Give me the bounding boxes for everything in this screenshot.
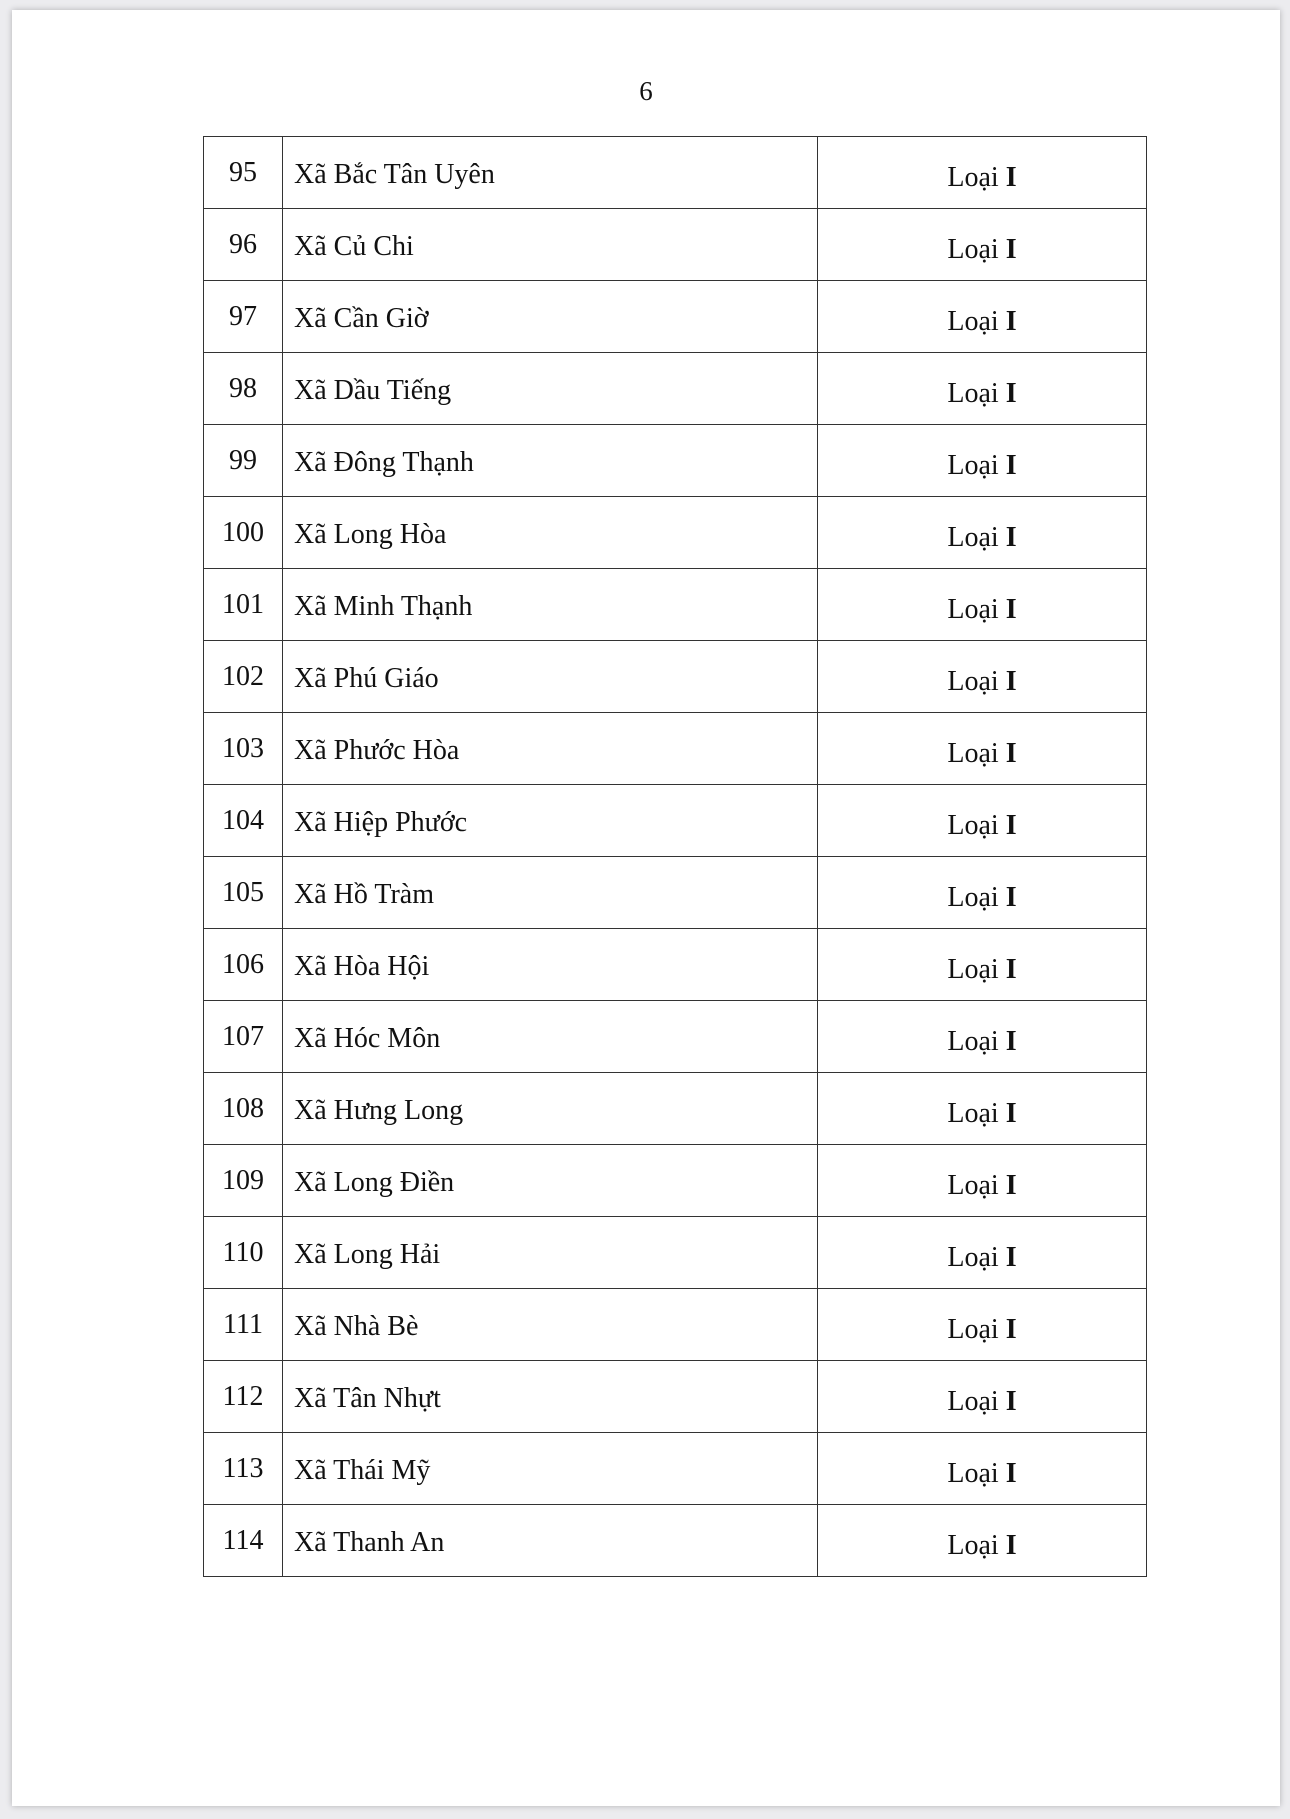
commune-name-cell: Xã Tân Nhựt [283, 1361, 818, 1433]
row-number-cell: 104 [204, 785, 283, 857]
table-row [204, 353, 1147, 425]
commune-name-cell: Xã Thái Mỹ [283, 1433, 818, 1505]
classification-cell [818, 1361, 1147, 1433]
commune-name-cell: Xã Nhà Bè [283, 1289, 818, 1361]
classification-prefix: Loại [947, 1385, 999, 1417]
row-number-cell: 106 [204, 929, 283, 1001]
classification-level: I [1005, 1457, 1017, 1489]
classification-level: I [1005, 377, 1017, 409]
table-row [204, 1073, 1147, 1145]
commune-name-cell: Xã Hòa Hội [283, 929, 818, 1001]
classification-cell [818, 1433, 1147, 1505]
classification-cell [818, 785, 1147, 857]
row-number-cell: 112 [204, 1361, 283, 1433]
row-number-cell: 95 [204, 137, 283, 209]
commune-name-cell: Xã Minh Thạnh [283, 569, 818, 641]
commune-name-cell: Xã Hiệp Phước [283, 785, 818, 857]
classification-level: I [1005, 1169, 1017, 1201]
commune-name-cell: Xã Hưng Long [283, 1073, 818, 1145]
commune-name-cell: Xã Bắc Tân Uyên [283, 137, 818, 209]
commune-name-cell: Xã Thanh An [283, 1505, 818, 1577]
classification-prefix: Loại [947, 449, 999, 481]
classification-prefix: Loại [947, 1097, 999, 1129]
table-row [204, 785, 1147, 857]
row-number-cell: 103 [204, 713, 283, 785]
page-number: 6 [639, 76, 653, 106]
table-row [204, 1289, 1147, 1361]
row-number-cell: 110 [204, 1217, 283, 1289]
classification-cell [818, 1505, 1147, 1577]
table-row [204, 569, 1147, 641]
commune-name-cell: Xã Long Điền [283, 1145, 818, 1217]
classification-level: I [1005, 449, 1017, 481]
classification-prefix: Loại [947, 1169, 999, 1201]
classification-level: I [1005, 1385, 1017, 1417]
classification-prefix: Loại [947, 1529, 999, 1561]
classification-level: I [1005, 1313, 1017, 1345]
classification-cell [818, 1073, 1147, 1145]
classification-prefix: Loại [947, 521, 999, 553]
classification-cell [818, 209, 1147, 281]
classification-cell [818, 137, 1147, 209]
classification-prefix: Loại [947, 737, 999, 769]
classification-level: I [1005, 665, 1017, 697]
commune-name-cell: Xã Dầu Tiếng [283, 353, 818, 425]
classification-prefix: Loại [947, 305, 999, 337]
row-number-cell: 111 [204, 1289, 283, 1361]
table-row [204, 137, 1147, 209]
classification-level: I [1005, 953, 1017, 985]
table-row [204, 1217, 1147, 1289]
classification-level: I [1005, 305, 1017, 337]
classification-level: I [1005, 809, 1017, 841]
table-row [204, 1361, 1147, 1433]
row-number-cell: 97 [204, 281, 283, 353]
row-number-cell: 102 [204, 641, 283, 713]
commune-name-cell: Xã Hóc Môn [283, 1001, 818, 1073]
commune-name-cell: Xã Long Hải [283, 1217, 818, 1289]
classification-prefix: Loại [947, 1241, 999, 1273]
table-row [204, 713, 1147, 785]
classification-prefix: Loại [947, 1313, 999, 1345]
classification-level: I [1005, 1097, 1017, 1129]
row-number-cell: 99 [204, 425, 283, 497]
row-number-cell: 105 [204, 857, 283, 929]
classification-prefix: Loại [947, 161, 999, 193]
commune-name-cell: Xã Hồ Tràm [283, 857, 818, 929]
classification-prefix: Loại [947, 1457, 999, 1489]
classification-cell [818, 713, 1147, 785]
classification-cell [818, 1217, 1147, 1289]
table-row [204, 641, 1147, 713]
row-number-cell: 114 [204, 1505, 283, 1577]
table-row [204, 929, 1147, 1001]
row-number-cell: 98 [204, 353, 283, 425]
classification-level: I [1005, 593, 1017, 625]
row-number-cell: 100 [204, 497, 283, 569]
classification-prefix: Loại [947, 233, 999, 265]
classification-cell [818, 1001, 1147, 1073]
classification-cell [818, 641, 1147, 713]
classification-prefix: Loại [947, 809, 999, 841]
classification-prefix: Loại [947, 953, 999, 985]
classification-cell [818, 1289, 1147, 1361]
classification-cell [818, 425, 1147, 497]
classification-cell [818, 857, 1147, 929]
classification-cell [818, 929, 1147, 1001]
row-number-cell: 96 [204, 209, 283, 281]
classification-cell [818, 1145, 1147, 1217]
classification-cell [818, 569, 1147, 641]
row-number-cell: 109 [204, 1145, 283, 1217]
row-number-cell: 101 [204, 569, 283, 641]
classification-prefix: Loại [947, 593, 999, 625]
row-number-cell: 113 [204, 1433, 283, 1505]
classification-level: I [1005, 1025, 1017, 1057]
classification-level: I [1005, 161, 1017, 193]
classification-level: I [1005, 521, 1017, 553]
table-row [204, 425, 1147, 497]
classification-level: I [1005, 233, 1017, 265]
classification-cell [818, 281, 1147, 353]
commune-name-cell: Xã Long Hòa [283, 497, 818, 569]
classification-level: I [1005, 1241, 1017, 1273]
classification-prefix: Loại [947, 881, 999, 913]
classification-level: I [1005, 881, 1017, 913]
table-body [204, 137, 1147, 1577]
table-row [204, 497, 1147, 569]
commune-name-cell: Xã Đông Thạnh [283, 425, 818, 497]
row-number-cell: 107 [204, 1001, 283, 1073]
classification-level: I [1005, 1529, 1017, 1561]
commune-name-cell: Xã Phước Hòa [283, 713, 818, 785]
row-number-cell: 108 [204, 1073, 283, 1145]
classification-cell [818, 497, 1147, 569]
table-row [204, 1505, 1147, 1577]
classification-prefix: Loại [947, 665, 999, 697]
table-row [204, 857, 1147, 929]
document-page [12, 10, 1280, 1806]
classification-prefix: Loại [947, 1025, 999, 1057]
commune-name-cell: Xã Cần Giờ [283, 281, 818, 353]
commune-table [203, 136, 1147, 1577]
commune-name-cell: Xã Củ Chi [283, 209, 818, 281]
table-row [204, 209, 1147, 281]
table-row [204, 1433, 1147, 1505]
table-row [204, 281, 1147, 353]
table-row [204, 1145, 1147, 1217]
classification-prefix: Loại [947, 377, 999, 409]
classification-cell [818, 353, 1147, 425]
classification-level: I [1005, 737, 1017, 769]
commune-name-cell: Xã Phú Giáo [283, 641, 818, 713]
table-row [204, 1001, 1147, 1073]
